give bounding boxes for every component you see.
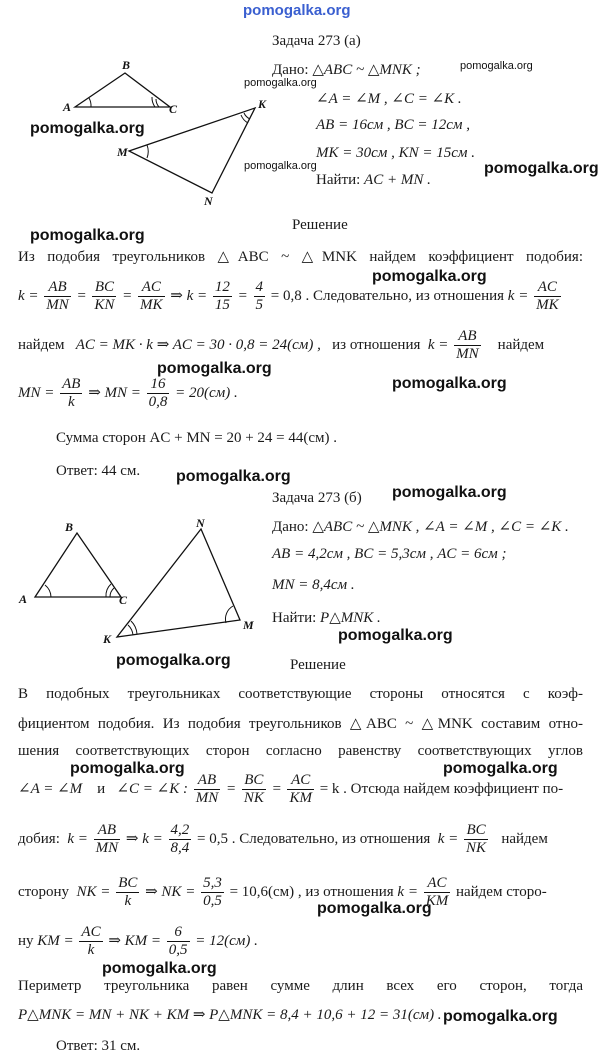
- math-text: найдем: [497, 336, 545, 353]
- task-b-perimeter-formula: P△MNK = MN + NK + KM ⇒ P△MNK = 8,4 + 10,6 + 12 = 31(см) .: [18, 1007, 442, 1023]
- fraction: $\frac{16}{0,8}$: [148, 376, 168, 410]
- task-a-title: Задача 273 (а): [272, 33, 361, 49]
- watermark: pomogalka.org: [244, 77, 317, 89]
- triangles-b-figure: [15, 515, 280, 650]
- fraction: $\frac{BC}{k}$: [118, 875, 138, 909]
- svg-text:C: C: [119, 593, 128, 607]
- watermark: pomogalka.org: [392, 484, 507, 501]
- svg-text:B: B: [122, 58, 131, 72]
- task-b-answer: Ответ: 31 см.: [56, 1038, 141, 1054]
- given-label: Дано:: [272, 519, 309, 535]
- math-text: = 12(см) .: [195, 932, 258, 949]
- task-b-ratio-row: ∠A = ∠M и ∠C = ∠K : $\frac{AB}{MN}$ = $\frac{BC}{NK}$ = $\frac{AC}{KM}$ = k . Отсюда найдем коэффициент по-: [18, 772, 564, 806]
- math-text: = 20(см) .: [175, 384, 238, 401]
- math-text: ∠C = ∠K :: [116, 780, 188, 797]
- math-text: = k . Отсюда найдем коэффициент по-: [319, 780, 564, 797]
- fraction: $\frac{BC}{NK}$: [243, 772, 264, 806]
- svg-text:M: M: [117, 145, 128, 159]
- math-text: ну: [18, 932, 34, 949]
- fraction: $\frac{AC}{MK}$: [536, 279, 559, 313]
- task-a-ac-row: найдем AC = MK · k ⇒ AC = 30 · 0,8 = 24(см) , из отношения k = $\frac{AB}{MN}$ найдем: [18, 328, 545, 362]
- task-b-km-row: ну KM = $\frac{AC}{k}$ ⇒ KM = $\frac{6}{0,5}$ = 12(см) .: [18, 924, 258, 958]
- math-text: найдем: [501, 830, 548, 847]
- fraction: $\frac{AB}{MN}$: [195, 772, 219, 806]
- math-text: MN =: [18, 384, 55, 401]
- task-a-mn-row: MN = $\frac{AB}{k}$ ⇒ MN = $\frac{16}{0,8}$ = 20(см) .: [18, 376, 238, 410]
- task-a-given-line-4: MK = 30см , KN = 15см .: [316, 145, 475, 161]
- task-a-answer: Ответ: 44 см.: [56, 463, 141, 479]
- find-value: P△MNK .: [320, 610, 381, 626]
- watermark: pomogalka.org: [443, 760, 558, 777]
- fraction: $\frac{4,2}{8,4}$: [170, 822, 190, 856]
- task-a-given-line-2: ∠A = ∠M , ∠C = ∠K .: [316, 91, 462, 107]
- watermark: pomogalka.org: [244, 160, 317, 172]
- svg-text:C: C: [169, 102, 178, 116]
- given-similarity: △ABC ~ △MNK ;: [312, 62, 421, 78]
- task-a-ratio-row: k = $\frac{AB}{MN}$ = $\frac{BC}{KN}$ = $\frac{AC}{MK}$ ⇒ k = $\frac{12}{15}$ = $\frac{4}{5}$ = 0,8 . Следовательно, из отношения k = $\frac{AC}{MK}$: [18, 279, 559, 313]
- fraction: $\frac{AC}{KM}$: [425, 875, 449, 909]
- task-b-given-line-3: MN = 8,4см .: [272, 577, 355, 593]
- math-text: и: [97, 780, 106, 797]
- fraction: $\frac{AB}{MN}$: [95, 822, 119, 856]
- given-similarity: △ABC ~ △MNK , ∠A = ∠M , ∠C = ∠K .: [312, 519, 569, 535]
- fraction: $\frac{5,3}{0,5}$: [203, 875, 222, 909]
- watermark: pomogalka.org: [157, 360, 272, 377]
- find-label: Найти:: [272, 610, 317, 626]
- task-b-solution-p1: В подобных треугольниках соответствующие стороны относятся с коэф-: [18, 686, 583, 702]
- watermark: pomogalka.org: [176, 468, 291, 485]
- task-a-given-line-3: AB = 16см , BC = 12см ,: [316, 117, 470, 133]
- math-text: AC = MK · k ⇒ AC = 30 · 0,8 = 24(см) ,: [75, 336, 321, 353]
- fraction: $\frac{AC}{k}$: [81, 924, 101, 958]
- watermark: pomogalka.org: [392, 375, 507, 392]
- watermark: pomogalka.org: [102, 960, 217, 977]
- watermark: pomogalka.org: [317, 900, 432, 917]
- svg-text:M: M: [243, 618, 254, 632]
- watermark: pomogalka.org: [30, 120, 145, 137]
- svg-text:K: K: [258, 97, 267, 111]
- task-b-solution-p3: шения соответствующих сторон согласно равенству соответствующих углов: [18, 743, 583, 759]
- math-text: найдем сторо-: [455, 883, 547, 900]
- fraction: $\frac{AC}{KM}$: [289, 772, 312, 806]
- math-text: добия:: [18, 830, 60, 847]
- fraction: $\frac{BC}{NK}$: [466, 822, 487, 856]
- header-watermark: pomogalka.org: [243, 2, 351, 19]
- task-b-given-line-1: [272, 517, 569, 536]
- fraction: $\frac{4}{5}$: [255, 279, 264, 313]
- watermark: pomogalka.org: [116, 652, 231, 669]
- given-label: Дано:: [272, 62, 309, 78]
- fraction: $\frac{12}{15}$: [214, 279, 230, 313]
- fraction: $\frac{AB}{k}$: [62, 376, 81, 410]
- task-b-solution-title: Решение: [290, 657, 346, 673]
- task-a-find: [316, 172, 431, 189]
- math-text: найдем: [18, 336, 65, 353]
- fraction: $\frac{AB}{MN}$: [456, 328, 479, 362]
- fraction: $\frac{AC}{MK}$: [140, 279, 163, 313]
- find-label: Найти:: [316, 172, 361, 188]
- find-value: AC + MN .: [364, 172, 431, 188]
- svg-text:B: B: [65, 520, 74, 534]
- math-text: ∠A = ∠M: [18, 780, 83, 797]
- watermark: pomogalka.org: [338, 627, 453, 644]
- task-a-given-line-1: [272, 60, 421, 79]
- task-b-k-row: добия: k = $\frac{AB}{MN}$ ⇒ k = $\frac{4,2}{8,4}$ = 0,5 . Следовательно, из отношения k = $\frac{BC}{NK}$ найдем: [18, 822, 548, 856]
- task-b-nk-row: сторону NK = $\frac{BC}{k}$ ⇒ NK = $\frac{5,3}{0,5}$ = 10,6(см) , из отношения k = $\frac{AC}{KM}$ найдем сторо-: [18, 875, 547, 909]
- watermark: pomogalka.org: [70, 760, 185, 777]
- task-a-sum: Сумма сторон AC + MN = 20 + 24 = 44(см) .: [56, 430, 338, 446]
- fraction: $\frac{AB}{MN}$: [46, 279, 69, 313]
- task-b-solution-p2: фициентом подобия. Из подобия треугольников △ABC ~ △MNK составим отно-: [18, 716, 583, 732]
- watermark: pomogalka.org: [484, 160, 599, 177]
- math-text: сторону: [18, 883, 70, 900]
- task-a-solution-p1: Из подобия треугольников △ABC ~ △MNK найдем коэффициент подобия:: [18, 249, 583, 265]
- watermark: pomogalka.org: [372, 268, 487, 285]
- svg-text:N: N: [196, 516, 205, 530]
- watermark: pomogalka.org: [30, 227, 145, 244]
- math-text: = 10,6(см) , из отношения: [229, 883, 394, 900]
- task-a-solution-title: Решение: [292, 217, 348, 233]
- triangles-a-figure: [55, 55, 285, 210]
- watermark: pomogalka.org: [443, 1008, 558, 1025]
- task-b-perimeter-text: Периметр треугольника равен сумме длин всех его сторон, тогда: [18, 978, 583, 994]
- task-b-title: Задача 273 (б): [272, 490, 362, 506]
- math-text: из отношения: [332, 336, 421, 353]
- task-b-given-line-2: AB = 4,2см , BC = 5,3см , AC = 6см ;: [272, 546, 507, 562]
- math-text: = 0,8 . Следовательно, из отношения: [270, 287, 505, 304]
- watermark: pomogalka.org: [460, 60, 533, 72]
- svg-text:K: K: [103, 632, 112, 646]
- math-text: = 0,5 . Следовательно, из отношения: [197, 830, 431, 847]
- task-b-find: [272, 608, 381, 627]
- svg-text:N: N: [204, 194, 213, 208]
- svg-text:A: A: [19, 592, 28, 606]
- fraction: $\frac{6}{0,5}$: [168, 924, 188, 958]
- fraction: $\frac{BC}{KN}$: [94, 279, 115, 313]
- math-text: k =: [18, 287, 39, 304]
- svg-text:A: A: [63, 100, 72, 114]
